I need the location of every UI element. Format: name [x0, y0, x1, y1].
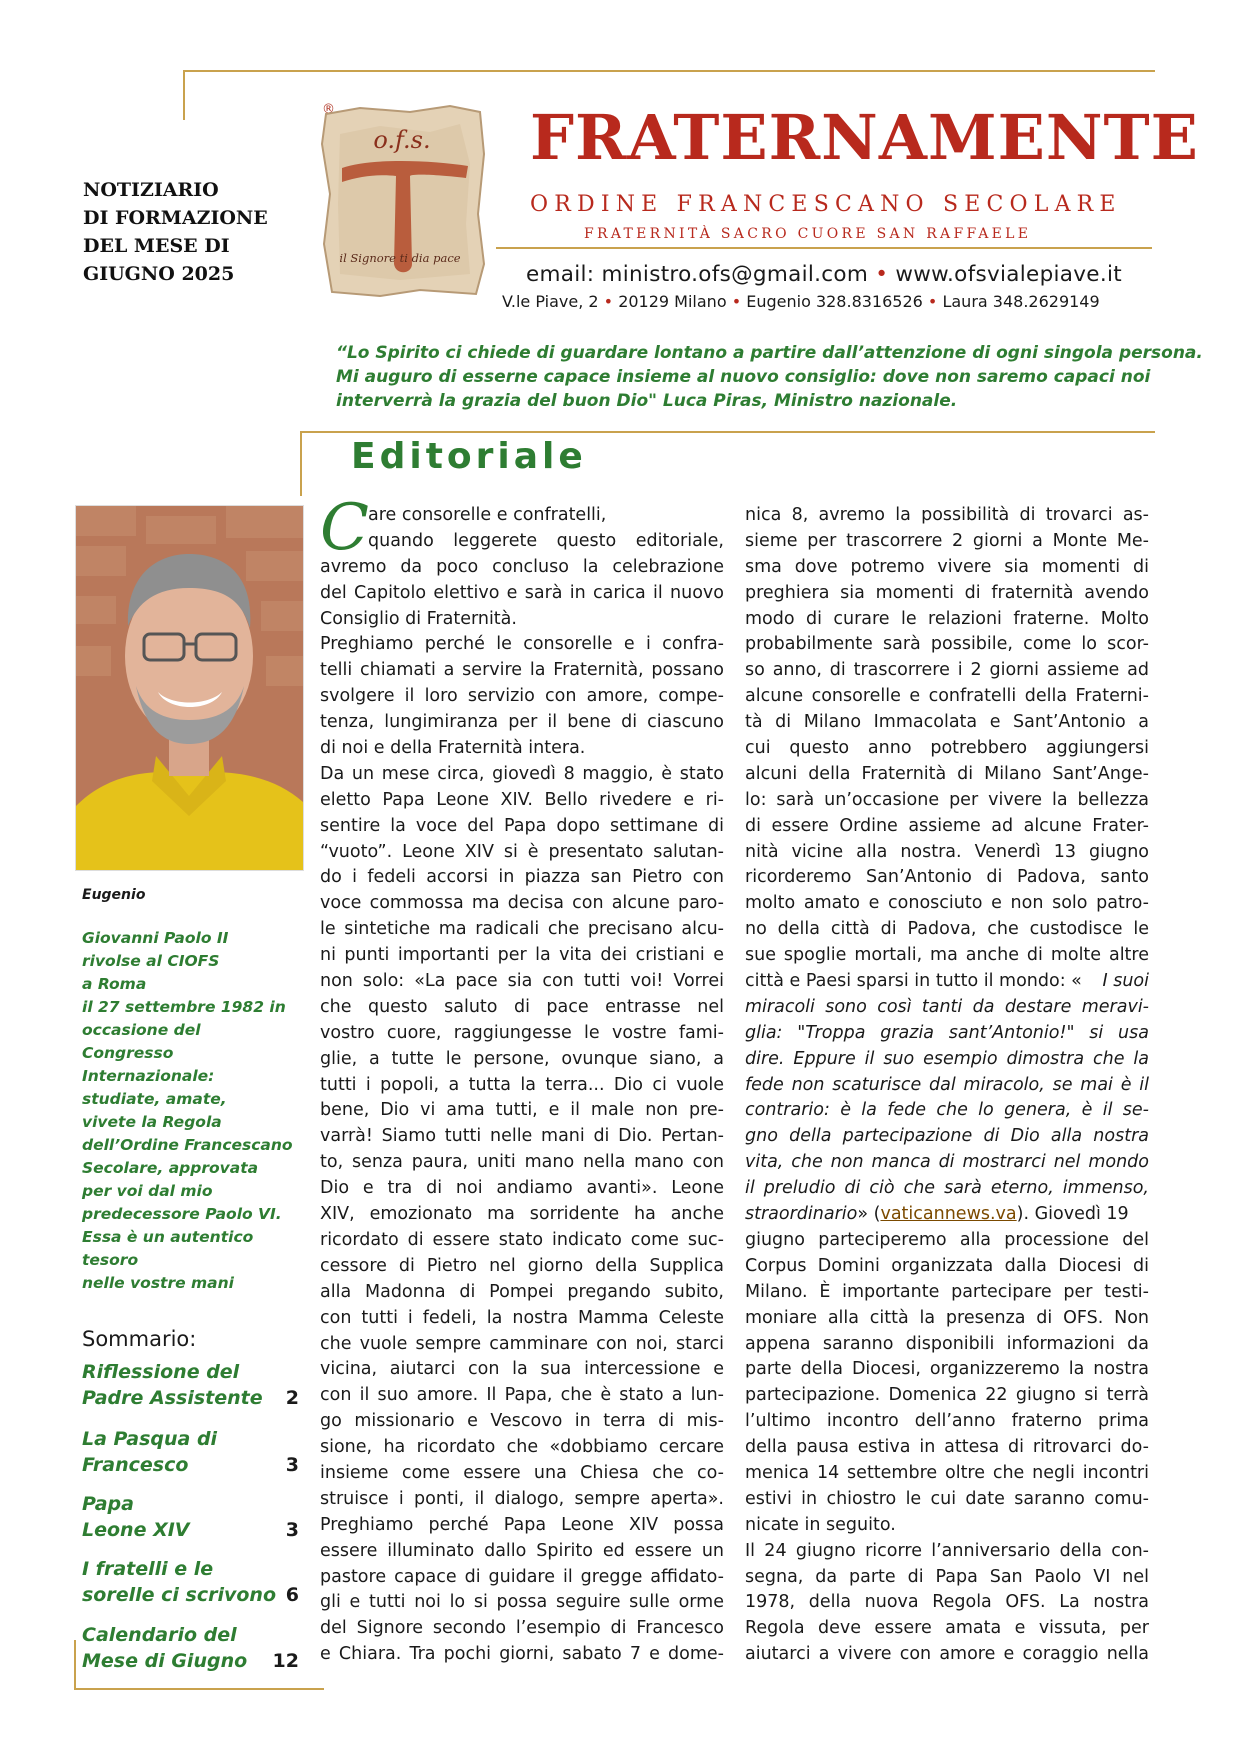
summary-page-number: 3 — [285, 1454, 299, 1476]
body-line: XIV, emozionato ma sorridente ha anche — [320, 1204, 724, 1225]
body-line: che questo saluto di pace entrasse nel — [320, 996, 724, 1017]
editorial-column-1 — [320, 503, 724, 1668]
column-2-italic — [745, 995, 1149, 1202]
sidebar-line: Internazionale: — [82, 1067, 215, 1085]
author-photo — [75, 505, 304, 871]
summary-item-line: I fratelli e le — [82, 1558, 214, 1580]
sidebar-quote — [82, 927, 312, 1295]
address-line — [502, 292, 1100, 311]
body-line: pastore capace di guidare il gregge affidato- — [320, 1566, 724, 1587]
summary-page-number: 3 — [285, 1519, 299, 1541]
body-line: varrà! Siamo tutti nelle mani di Dio. Pertan- — [320, 1126, 724, 1147]
body-line: il preludio di ciò che sarà eterno, immenso, — [745, 1178, 1149, 1199]
summary-item-line: Padre Assistente — [82, 1387, 263, 1409]
body-line: Consiglio di Fraternità. — [320, 608, 517, 629]
quote-line: interverrà la grazia del buon Dio" Luca Piras, Ministro nazionale. — [336, 391, 958, 411]
body-line: glia: "Troppa grazia sant’Antonio!" si usa — [745, 1022, 1149, 1043]
body-line: modo di curare le relazioni fraterne. Molto — [745, 608, 1149, 629]
body-line: nicate in seguito. — [745, 1514, 896, 1535]
ofs-logo — [320, 104, 487, 298]
body-line: moniare alla città la presenza di OFS. Non — [745, 1307, 1149, 1328]
body-line: del Signore secondo l’esempio di Francesco — [320, 1618, 724, 1639]
bottom-rule — [74, 1688, 324, 1690]
body-text-italic: I suoi — [1102, 971, 1149, 992]
body-line: partecipazione. Domenica 22 giugno si terrà — [745, 1385, 1149, 1406]
body-line: vicina, aiutarci con la sua intercessione e — [320, 1359, 724, 1380]
body-line: Preghiamo perché Papa Leone XIV possa — [320, 1514, 724, 1535]
body-line: Milano. È importante partecipare per testi- — [745, 1281, 1149, 1302]
summary-item[interactable] — [82, 1359, 307, 1411]
body-line: avremo da poco concluso la celebrazione — [320, 556, 724, 577]
body-line: tà di Milano Immacolata e Sant’Antonio a — [745, 712, 1149, 733]
body-line: lo: sarà un’occasione per vivere la bellezza — [745, 789, 1149, 810]
body-text: ). Giovedì 19 — [1016, 1204, 1129, 1225]
column-2-part-a — [745, 503, 1149, 969]
section-title: Editoriale — [351, 436, 587, 477]
body-line: che vuole sempre camminare con noi, starci — [320, 1333, 724, 1354]
summary-item[interactable] — [82, 1426, 307, 1478]
email-link[interactable]: email: ministro.ofs@gmail.com — [526, 262, 869, 287]
body-line: bene, Dio vi ama tutti, e il male non pre- — [320, 1100, 724, 1121]
body-line: fede non scaturisce dal miracolo, se mai è il — [745, 1074, 1149, 1095]
body-line: sma dove potremo vivere sia momenti di — [745, 556, 1149, 577]
body-line: svolgere il loro servizio con amore, compe- — [320, 686, 724, 707]
separator-dot: • — [731, 292, 747, 311]
issue-line: NOTIZIARIO — [83, 179, 219, 201]
body-line: cessore di Pietro nel giorno della Supplica — [320, 1255, 724, 1276]
quote-rule — [300, 431, 1155, 433]
logo-text: o.f.s. — [373, 126, 431, 154]
issue-info — [83, 176, 283, 288]
sidebar-line: Congresso — [82, 1044, 174, 1062]
phone-eugenio: Eugenio 328.8316526 — [746, 292, 923, 311]
top-left-rule — [183, 70, 185, 120]
summary-page-number: 6 — [285, 1584, 299, 1606]
sidebar-line: nelle vostre mani — [82, 1274, 234, 1292]
body-line: Da un mese circa, giovedì 8 maggio, è stato — [320, 763, 724, 784]
tau-logo-icon — [320, 104, 487, 298]
top-rule — [183, 70, 1155, 72]
sidebar-line: tesoro — [82, 1251, 139, 1269]
editorial-rule — [300, 431, 302, 496]
summary-item-line: Papa — [82, 1493, 134, 1515]
separator-dot: • — [875, 262, 896, 287]
sidebar-line: predecessore Paolo VI. — [82, 1205, 282, 1223]
newsletter-title: FRATERNAMENTE — [530, 101, 1199, 174]
body-line: are consorelle e confratelli, — [368, 505, 607, 525]
editorial-column-2 — [745, 503, 1149, 1668]
fraternity-name: FRATERNITÀ SACRO CUORE SAN RAFFAELE — [584, 226, 1032, 242]
issue-line: DI FORMAZIONE — [83, 207, 268, 229]
body-line: vita, che non manca di mostrarci nel mondo — [745, 1152, 1149, 1173]
portrait-image — [76, 506, 303, 870]
body-line: ni punti importanti per la vita dei cristiani e — [320, 945, 724, 966]
logo-motto: il Signore ti dia pace — [339, 251, 461, 265]
phone-laura: Laura 348.2629149 — [942, 292, 1100, 311]
summary-page-number: 12 — [272, 1650, 299, 1672]
summary-item-line: Riflessione del — [82, 1361, 240, 1383]
body-line: nità vicine alla nostra. Venerdì 13 giugno — [745, 841, 1149, 862]
photo-caption: Eugenio — [82, 887, 146, 903]
body-line: to, senza paura, uniti mano nella mano con — [320, 1152, 724, 1173]
body-line: di noi e della Fraternità intera. — [320, 738, 586, 759]
body-line: segna, da parte di Papa San Paolo VI nel — [745, 1566, 1149, 1587]
body-line: miracoli sono così tanti da destare meravi- — [745, 996, 1149, 1017]
body-line: aiutarci a vivere con amore e coraggio nella — [745, 1644, 1149, 1665]
body-line: tenza, lungimiranza per il bene di ciascuno — [320, 712, 724, 733]
sidebar-line: occasione del — [82, 1021, 201, 1039]
body-line: alla Madonna di Pompei pregando subito, — [320, 1281, 724, 1302]
body-line: voce commossa ma decisa con alcune paro- — [320, 893, 724, 914]
body-line: Il 24 giugno ricorre l’anniversario della con- — [745, 1540, 1149, 1561]
summary-item-line: Leone XIV — [82, 1519, 190, 1541]
sidebar-line: rivolse al CIOFS — [82, 952, 220, 970]
body-line: di essere Ordine assieme ad alcune Frater- — [745, 815, 1149, 836]
column-2-part-b — [745, 1228, 1149, 1668]
quote-line: Mi auguro di esserne capace insieme al nuovo consiglio: dove non saremo capaci noi — [336, 367, 1151, 387]
body-line: parte della Diocesi, organizzeremo la nostra — [745, 1359, 1149, 1380]
body-line — [745, 1202, 1149, 1228]
summary-item-line: sorelle ci scrivono — [82, 1584, 277, 1606]
body-line: preghiera sia momenti di fraternità avendo — [745, 582, 1149, 603]
body-line: le sintetiche ma radicali che precisano alcu- — [320, 919, 724, 940]
summary-item[interactable] — [82, 1491, 307, 1543]
sidebar-line: Giovanni Paolo II — [82, 929, 229, 947]
drop-cap: C — [320, 491, 369, 565]
body-text: » ( — [857, 1204, 881, 1225]
vaticannews-link[interactable]: vaticannews.va — [880, 1204, 1017, 1225]
body-line: molto amato e conosciuto e non solo patro- — [745, 893, 1149, 914]
body-line: con tutti i fedeli, la nostra Mamma Celeste — [320, 1307, 724, 1328]
sidebar-line: il 27 settembre 1982 in — [82, 998, 286, 1016]
body-line: nica 8, avremo la possibilità di trovarci as- — [745, 505, 1149, 525]
order-name: ORDINE FRANCESCANO SECOLARE — [530, 192, 1122, 217]
body-line: telli chiamati a servire la Fraternità, possano — [320, 660, 724, 681]
body-line: essere illuminato dallo Spirito ed essere un — [320, 1540, 724, 1561]
body-line: sue spoglie mortali, ma anche di molte altre — [745, 945, 1149, 966]
separator-dot: • — [927, 292, 943, 311]
sidebar-line: dell’Ordine Francescano — [82, 1136, 293, 1154]
website-link[interactable]: www.ofsvialepiave.it — [895, 262, 1122, 287]
body-line: do i fedeli accorsi in piazza san Pietro con — [320, 867, 724, 888]
body-line: eletto Papa Leone XIV. Bello rivedere e ri- — [320, 789, 724, 810]
body-line: glie, a tutte le persone, ovunque siano, a — [320, 1048, 724, 1069]
body-line: go missionario e Vescovo in terra di mis- — [320, 1411, 724, 1432]
body-line: alcuni della Fraternità di Milano Sant’Ange- — [745, 763, 1149, 784]
body-line: cui questo anno potrebbero aggiungersi — [745, 738, 1149, 759]
body-line: Dio e tra di noi andiamo avanti». Leone — [320, 1178, 724, 1199]
summary-item-line: Francesco — [82, 1454, 189, 1476]
bottom-left-rule — [74, 1640, 76, 1690]
summary-item[interactable] — [82, 1556, 307, 1608]
body-line: insieme come essere una Chiesa che co- — [320, 1462, 724, 1483]
sidebar-line: per voi dal mio — [82, 1182, 213, 1200]
body-line: non solo: «La pace sia con tutti voi! Vorrei — [320, 971, 724, 992]
body-line: Regola deve essere amata e vissuta, per — [745, 1618, 1149, 1639]
sidebar-line: studiate, amate, — [82, 1090, 227, 1108]
body-line — [745, 969, 1149, 995]
summary-page-number: 2 — [285, 1387, 299, 1409]
summary-item[interactable] — [82, 1622, 307, 1674]
body-line: gno della partecipazione di Dio alla nostra — [745, 1126, 1149, 1147]
sidebar-line: a Roma — [82, 975, 147, 993]
body-line: dire. Eppure il suo esempio dimostra che la — [745, 1048, 1149, 1069]
body-line: struisce i ponti, il dialogo, sempre aperta». — [320, 1488, 724, 1509]
body-line: 1978, della nuova Regola OFS. La nostra — [745, 1592, 1149, 1613]
opening-quote — [336, 341, 1203, 413]
contact-line — [526, 262, 1122, 287]
body-line: con il suo amore. Il Papa, che è stato a lun- — [320, 1385, 724, 1406]
quote-line: “Lo Spirito ci chiede di guardare lontano a partire dall’attenzione di ogni singola persona. — [336, 343, 1203, 363]
issue-line: GIUGNO 2025 — [83, 263, 235, 285]
body-line: no della città di Padova, che custodisce le — [745, 919, 1149, 940]
body-line: estivi in chiostro le cui date saranno comu- — [745, 1488, 1149, 1509]
body-line: ricordato di essere stato indicato come suc- — [320, 1229, 724, 1250]
body-line: appena saranno disponibili informazioni da — [745, 1333, 1149, 1354]
body-text-italic: straordinario — [745, 1204, 858, 1225]
sidebar-line: Essa è un autentico — [82, 1228, 254, 1246]
body-line: so anno, di trascorrere i 2 giorni assieme ad — [745, 660, 1149, 681]
body-line: contrario: è la fede che lo genera, è il se- — [745, 1100, 1149, 1121]
body-line: vostro cuore, raggiungesse le vostre fami- — [320, 1022, 724, 1043]
body-line: menica 14 settembre oltre che negli incontri — [745, 1462, 1149, 1483]
registered-mark: ® — [322, 102, 335, 117]
header-rule — [496, 247, 1152, 249]
sidebar-line: Secolare, approvata — [82, 1159, 259, 1177]
body-line: l’ultimo incontro dell’anno fraterno prima — [745, 1411, 1149, 1432]
body-line: della pausa estiva in attesa di ritrovarci do- — [745, 1437, 1149, 1458]
summary-item-line: La Pasqua di — [82, 1428, 218, 1450]
body-line: del Capitolo elettivo e sarà in carica il nuovo — [320, 582, 724, 603]
body-line: sentire la voce del Papa dopo settimane di — [320, 815, 724, 836]
address-street: V.le Piave, 2 — [502, 292, 599, 311]
body-line: probabilmente sarà possibile, come lo scor- — [745, 634, 1149, 655]
separator-dot: • — [603, 292, 619, 311]
summary-item-line: Mese di Giugno — [82, 1650, 248, 1672]
issue-line: DEL MESE DI — [83, 235, 230, 257]
body-line: Preghiamo perché le consorelle e i confra- — [320, 634, 724, 655]
body-line: ricorderemo San’Antonio di Padova, santo — [745, 867, 1149, 888]
body-line: giugno parteciperemo alla processione del — [745, 1229, 1149, 1250]
body-line: tutti i popoli, a tutta la terra... Dio ci vuole — [320, 1074, 724, 1095]
body-line: gli e tutti noi lo si possa seguire sulle orme — [320, 1592, 724, 1613]
sidebar-line: vivete la Regola — [82, 1113, 222, 1131]
body-text: città e Paesi sparsi in tutto il mondo: « — [745, 971, 1082, 992]
address-city: 20129 Milano — [618, 292, 727, 311]
body-line: sieme per trascorrere 2 giorni a Monte Me- — [745, 530, 1149, 551]
body-line: quando leggerete questo editoriale, — [368, 530, 724, 551]
body-line: Corpus Domini organizzata dalla Diocesi di — [745, 1255, 1149, 1276]
body-line: “vuoto”. Leone XIV si è presentato salutan- — [320, 841, 724, 862]
body-line: sione, ha ricordato che «dobbiamo cercare — [320, 1437, 724, 1458]
summary-heading: Sommario: — [82, 1327, 197, 1351]
summary-item-line: Calendario del — [82, 1624, 237, 1646]
body-line: alcune consorelle e confratelli della Fraterni- — [745, 686, 1149, 707]
body-line: e Chiara. Tra pochi giorni, sabato 7 e dome- — [320, 1644, 724, 1665]
